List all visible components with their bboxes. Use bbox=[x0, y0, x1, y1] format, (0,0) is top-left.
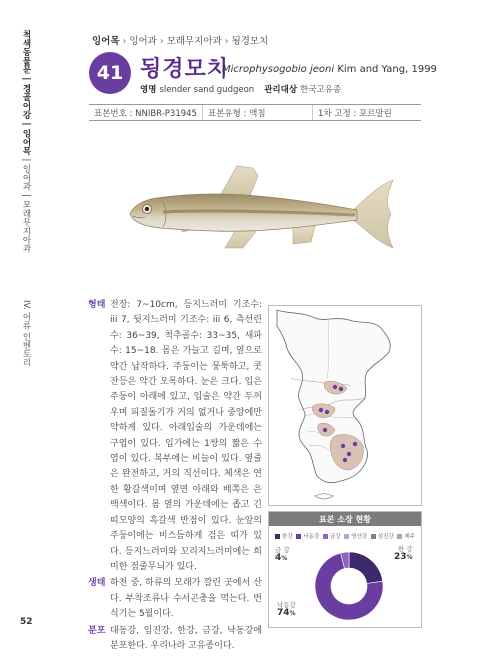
side-tab-section: IV. 어류 인벤토리 bbox=[21, 300, 31, 367]
species-number-badge: 41 bbox=[89, 52, 131, 94]
legend-item bbox=[296, 532, 319, 540]
legend-label: 제주 bbox=[404, 534, 415, 540]
legend-swatch bbox=[323, 534, 328, 539]
distribution-text: 대동강, 임진강, 한강, 금강, 낙동강에 분포한다. 우리나라 고유종이다. bbox=[110, 625, 262, 651]
ecology-heading: 생태 bbox=[88, 578, 106, 589]
species-meta bbox=[140, 83, 341, 95]
specimen-type: 표본유형 : 액침 bbox=[203, 105, 313, 120]
donut-slice-한강 bbox=[349, 552, 383, 583]
label-hangang-pct: 23% bbox=[394, 552, 413, 562]
stats-title: 표본 소장 현황 bbox=[269, 512, 421, 526]
morphology-section bbox=[88, 298, 262, 575]
legend-item bbox=[323, 532, 341, 540]
breadcrumb bbox=[92, 33, 268, 47]
ecology-text: 하천 중, 하류의 모래가 깔린 곳에서 산다. 부착조류나 수서곤충을 먹는다. 번식기는 5월이다. bbox=[110, 578, 262, 620]
scientific-name-author: Kim and Yang, 1999 bbox=[337, 64, 437, 75]
page-number: 52 bbox=[20, 617, 33, 627]
legend-label: 한강 bbox=[282, 534, 293, 540]
breadcrumb-separator: › bbox=[159, 36, 164, 47]
management-label: 관리대상 bbox=[264, 85, 298, 95]
legend-item bbox=[371, 532, 394, 540]
ecology-section bbox=[88, 576, 262, 622]
distribution-heading: 분포 bbox=[88, 625, 106, 636]
breadcrumb-separator: › bbox=[224, 36, 229, 47]
legend-swatch bbox=[296, 534, 301, 539]
legend-swatch bbox=[397, 534, 402, 539]
fish-illustration bbox=[125, 158, 405, 258]
english-name: slender sand gudgeon bbox=[159, 85, 255, 95]
label-geumgang-pct: 4% bbox=[275, 553, 288, 563]
side-tab-rest: | 잉어과 | 모래무지아과 bbox=[21, 155, 31, 253]
label-nakdong-pct: 74% bbox=[277, 608, 296, 618]
breadcrumb-family: 잉어과 bbox=[129, 36, 157, 47]
legend-swatch bbox=[371, 534, 376, 539]
legend-item bbox=[344, 532, 367, 540]
scientific-name-binomial: Microphysogobio jeoni bbox=[222, 64, 335, 75]
breadcrumb-order: 잉어목 bbox=[92, 36, 120, 47]
label-hangang bbox=[394, 545, 413, 562]
side-tab-taxonomy bbox=[10, 30, 32, 260]
label-nakdong-name: 낙동강 bbox=[277, 601, 296, 609]
label-nakdong bbox=[277, 601, 296, 618]
korea-map-svg bbox=[269, 306, 421, 505]
label-hangang-name: 한 강 bbox=[397, 545, 413, 553]
side-tab-bold: 척색동물문 | 경골어강 | 잉어목 bbox=[21, 30, 31, 156]
morphology-text: 전장: 7~10cm, 등지느러미 기조수: iii 7, 뒷지느러미 기조수: iii 6, 측선린수: 36~39, 척추골수: 33~35, 새파수: 15~18. 몸은 가늘고 길며, 옆으로 약간 납작하다. 주둥이는 뭉툭하고, 콧잔등은 약간 오목하다. 눈은 크다. 입은 주둥이 아래에 있고, 입술은 약간 두꺼우며 피질돌기가 거의 없거나 중앙에만 약하게 있다. 아래입술의 가운데에는 구엽이 있다. 입가에는 1쌍의 짧은 수염이 있다. 복부에는 비늘이 있다. 옆줄은 완전하고, 거의 직선이다. 체색은 연한 황갈색이며 옆면 아래와 배쪽은 은백색이다. 몸 옆의 가운데에는 좁고 긴 띠모양의 흑갈색 반점이 있다. 눈앞의 주둥이에는 비스듬하게 검은 띠가 있다. 등지느러미와 꼬리지느러미에는 희미한 점줄무늬가 있다. bbox=[110, 300, 262, 572]
morphology-heading: 형태 bbox=[88, 300, 106, 310]
stats-legend bbox=[269, 526, 421, 540]
specimen-stats-panel bbox=[268, 511, 422, 628]
management-value: 한국고유종 bbox=[300, 85, 342, 95]
specimen-number: 표본번호 : NNIBR-P31945 bbox=[89, 105, 203, 120]
legend-label: 영산강 bbox=[351, 534, 368, 540]
legend-swatch bbox=[275, 534, 280, 539]
breadcrumb-species: 됭경모치 bbox=[231, 36, 269, 47]
legend-item bbox=[397, 532, 415, 540]
label-geumgang-name: 금 강 bbox=[275, 546, 290, 554]
legend-label: 금강 bbox=[329, 534, 341, 540]
distribution-section bbox=[88, 624, 262, 655]
legend-swatch bbox=[344, 534, 349, 539]
fish-photo bbox=[125, 158, 405, 258]
scientific-name bbox=[222, 64, 437, 75]
specimen-fixation: 1차 고정 : 포르말린 bbox=[318, 108, 392, 119]
specimen-info-bar bbox=[89, 104, 421, 121]
english-name-label: 영명 bbox=[140, 85, 157, 95]
donut-chart bbox=[313, 550, 385, 622]
breadcrumb-subfamily: 모래무지아과 bbox=[166, 36, 222, 47]
korea-distribution-map bbox=[268, 305, 422, 506]
species-title: 됭경모치 bbox=[140, 57, 230, 82]
breadcrumb-separator: › bbox=[122, 36, 127, 47]
species-description bbox=[88, 298, 262, 654]
label-geumgang bbox=[275, 546, 290, 563]
legend-item bbox=[275, 532, 293, 540]
legend-label: 낙동강 bbox=[303, 534, 320, 540]
legend-label: 섬진강 bbox=[377, 534, 394, 540]
